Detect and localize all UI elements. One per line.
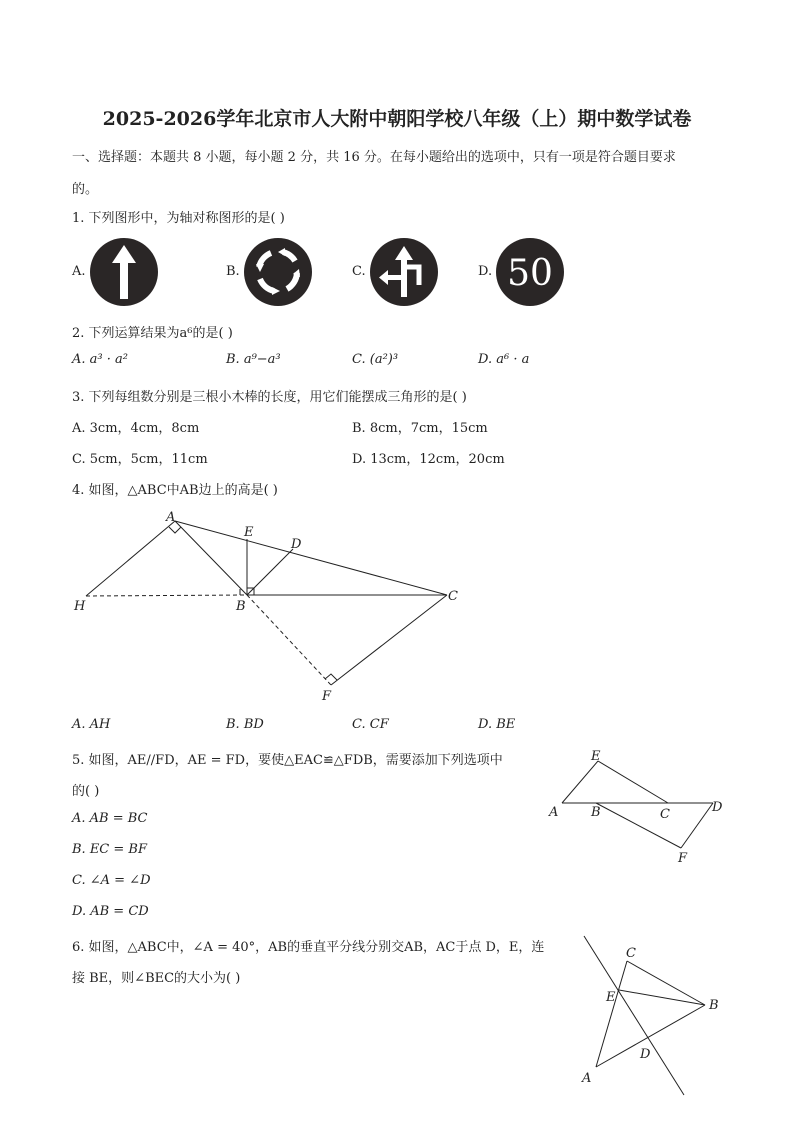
- q1-option-a-label: A.: [72, 264, 86, 279]
- q5-label-e: E: [591, 749, 601, 764]
- speed-limit-number: 50: [507, 253, 553, 294]
- q5-option-a: A. AB = BC: [72, 811, 148, 826]
- q6-label-a: A: [582, 1071, 592, 1086]
- q2-option-a: A. a³ · a²: [72, 352, 128, 367]
- q3-option-b: B. 8cm，7cm，15cm: [352, 421, 488, 436]
- page-title: 2025-2026学年北京市人大附中朝阳学校八年级（上）期中数学试卷: [102, 108, 692, 130]
- q6-line-ca: [596, 961, 627, 1067]
- section-heading-line1: 一、选择题：本题共 8 小题，每小题 2 分，共 16 分。在每小题给出的选项中，只有一项是符合题目要求: [72, 150, 676, 165]
- q1-option-b-label: B.: [226, 264, 240, 279]
- question-6-stem-line2: 接 BE，则∠BEC的大小为( ): [72, 971, 241, 986]
- q4-option-a: A. AH: [72, 717, 111, 732]
- q5-option-b: B. EC = BF: [72, 842, 147, 857]
- q3-option-d: D. 13cm，12cm，20cm: [352, 452, 505, 467]
- q2-option-b: B. a⁹−a³: [226, 352, 281, 367]
- q4-label-h: H: [74, 599, 86, 614]
- question-6-stem-line1: 6. 如图，△ABC中，∠A = 40°，AB的垂直平分线分别交AB，AC于点 D，E，连: [72, 940, 545, 955]
- q4-option-b: B. BD: [226, 717, 264, 732]
- section-heading-line2: 的。: [72, 182, 99, 197]
- q6-label-d: D: [640, 1047, 651, 1062]
- q5-label-d: D: [712, 800, 723, 815]
- question-5-stem-line2: 的( ): [72, 784, 100, 799]
- q5-label-f: F: [678, 851, 688, 866]
- q5-option-c: C. ∠A = ∠D: [72, 873, 151, 888]
- question-2-stem: 2. 下列运算结果为a⁶的是( ): [72, 326, 233, 341]
- q4-label-e: E: [244, 525, 254, 540]
- q5-option-d: D. AB = CD: [72, 904, 149, 919]
- q1-option-d-label: D.: [478, 264, 493, 279]
- q6-label-c: C: [626, 946, 636, 961]
- question-3-stem: 3. 下列每组数分别是三根小木棒的长度，用它们能摆成三角形的是( ): [72, 390, 467, 405]
- q3-option-a: A. 3cm，4cm，8cm: [72, 421, 200, 436]
- question-5-stem-line1: 5. 如图，AE//FD，AE = FD，要使△EAC≌△FDB，需要添加下列选项中: [72, 753, 503, 768]
- q4-label-d: D: [291, 537, 302, 552]
- q2-option-c: C. (a²)³: [352, 352, 399, 367]
- q4-label-b: B: [236, 599, 246, 614]
- q3-option-c: C. 5cm，5cm，11cm: [72, 452, 208, 467]
- q2-option-d: D. a⁶ · a: [478, 352, 530, 367]
- q5-label-b: B: [591, 805, 601, 820]
- q6-label-b: B: [709, 998, 719, 1013]
- q4-label-c: C: [448, 589, 458, 604]
- q6-label-e: E: [606, 990, 616, 1005]
- q5-label-c: C: [660, 807, 670, 822]
- q4-label-f: F: [322, 689, 332, 704]
- q5-label-a: A: [549, 805, 559, 820]
- q6-line-ab: [596, 1005, 705, 1067]
- question-1-stem: 1. 下列图形中，为轴对称图形的是( ): [72, 211, 285, 226]
- q1-option-c-label: C.: [352, 264, 366, 279]
- q4-label-a: A: [166, 510, 176, 525]
- question-4-stem: 4. 如图，△ABC中AB边上的高是( ): [72, 483, 278, 498]
- q4-option-c: C. CF: [352, 717, 389, 732]
- q4-option-d: D. BE: [478, 717, 516, 732]
